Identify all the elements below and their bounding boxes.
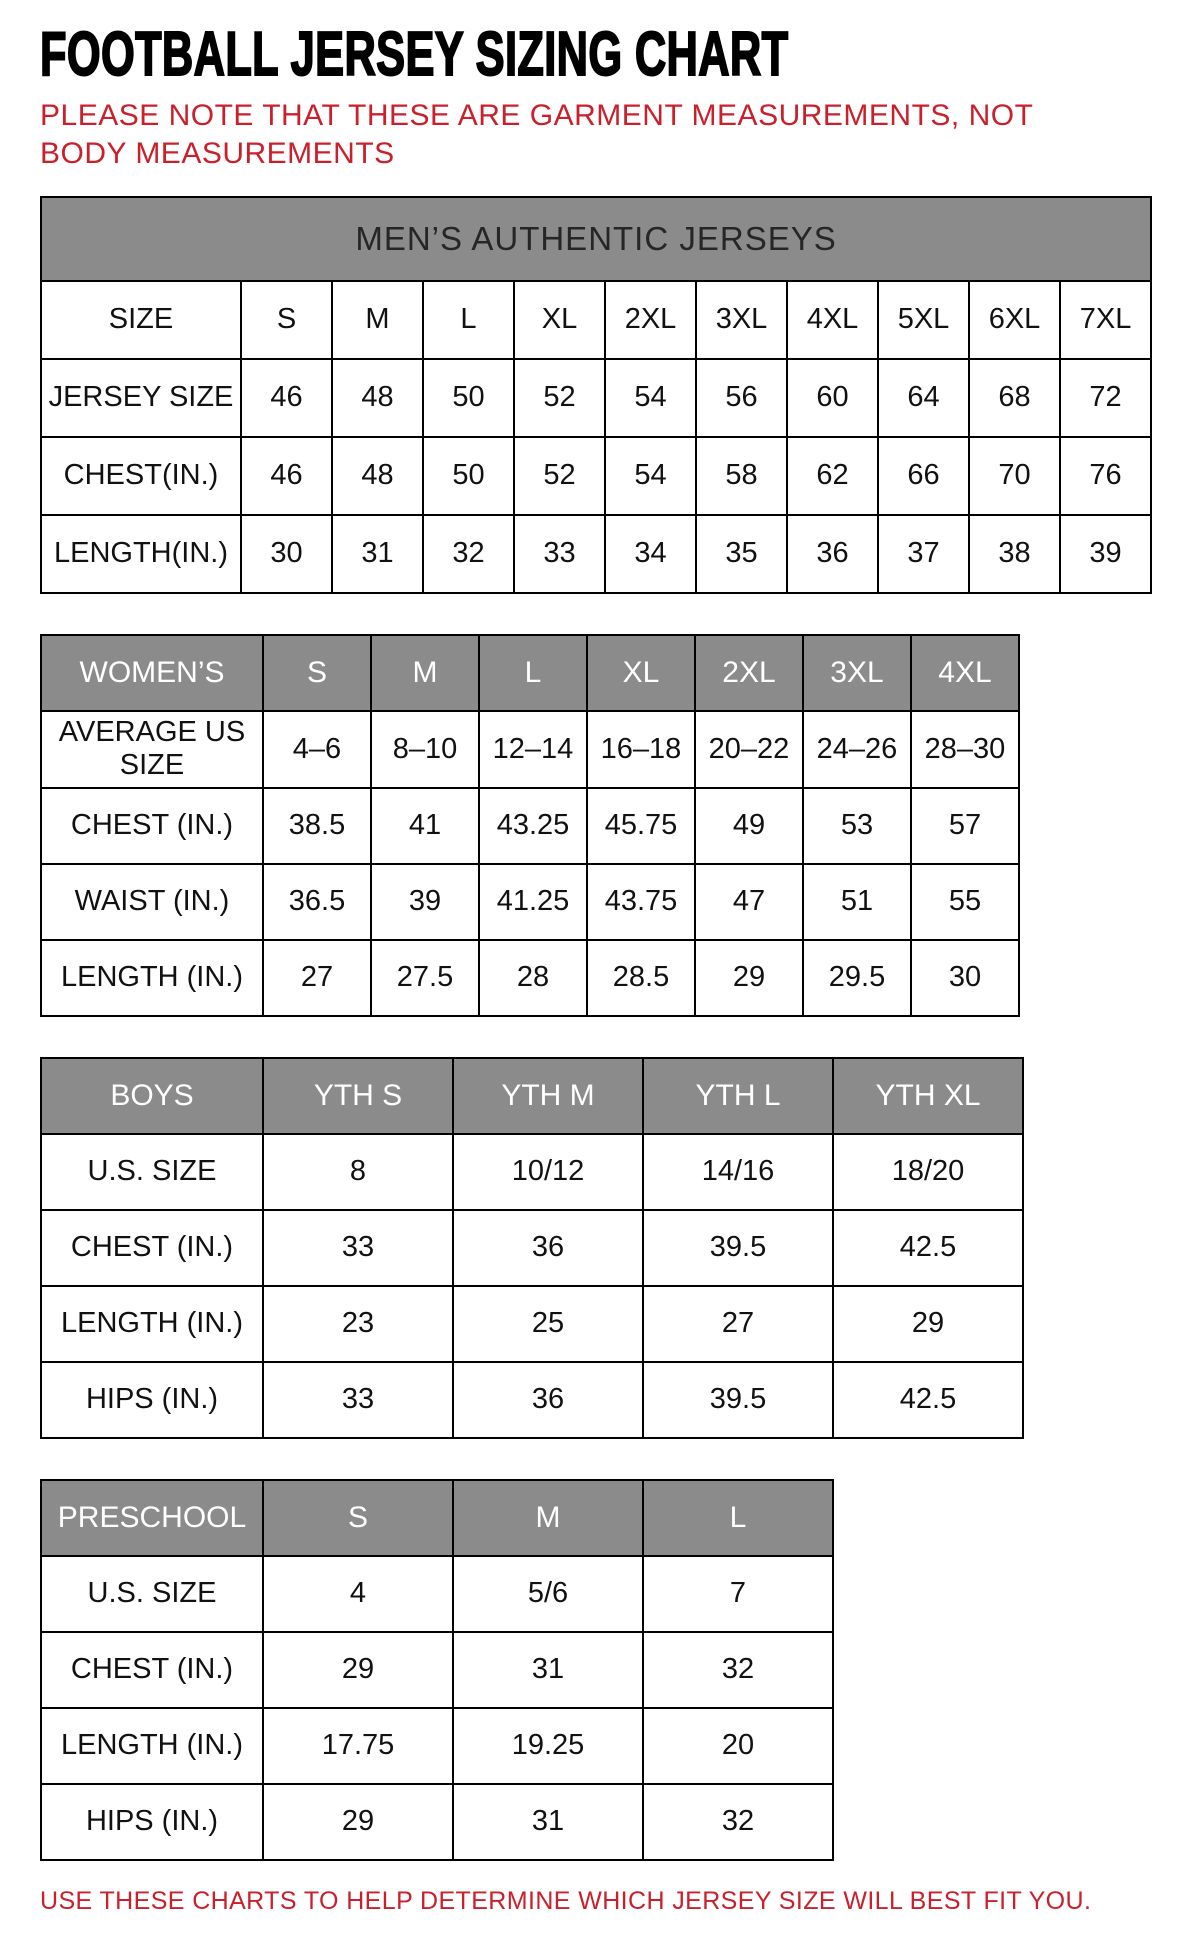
table-cell: 42.5	[833, 1210, 1023, 1286]
table-cell: 47	[695, 864, 803, 940]
table-row	[41, 1362, 1023, 1438]
table-cell: 48	[332, 359, 423, 437]
table-cell: 29	[263, 1632, 453, 1708]
row-header-cell: CHEST (IN.)	[41, 1632, 263, 1708]
table-header-row	[41, 1058, 1023, 1134]
table-row	[41, 1210, 1023, 1286]
table-cell: 46	[241, 359, 332, 437]
column-header-cell: L	[479, 635, 587, 711]
table-cell: 41.25	[479, 864, 587, 940]
table-cell: 53	[803, 788, 911, 864]
table-row	[41, 1632, 833, 1708]
table-cell: 39.5	[643, 1210, 833, 1286]
table-cell: 3XL	[696, 281, 787, 359]
row-header-cell: LENGTH (IN.)	[41, 1286, 263, 1362]
row-header-cell: WAIST (IN.)	[41, 864, 263, 940]
table-cell: 39.5	[643, 1362, 833, 1438]
table-cell: 51	[803, 864, 911, 940]
table-row	[41, 1784, 833, 1860]
table-cell: 60	[787, 359, 878, 437]
table-cell: 32	[643, 1632, 833, 1708]
table-cell: 4–6	[263, 711, 371, 788]
column-header-cell: M	[453, 1480, 643, 1556]
table-cell: L	[423, 281, 514, 359]
table-row	[41, 1708, 833, 1784]
table-cell: 57	[911, 788, 1019, 864]
column-header-cell: 3XL	[803, 635, 911, 711]
table-cell: 52	[514, 359, 605, 437]
table-cell: 54	[605, 359, 696, 437]
table-cell: 29.5	[803, 940, 911, 1016]
table-cell: 38.5	[263, 788, 371, 864]
row-header-cell: HIPS (IN.)	[41, 1362, 263, 1438]
table-cell: 36	[787, 515, 878, 593]
table-cell: 48	[332, 437, 423, 515]
table-corner-header: WOMEN’S	[41, 635, 263, 711]
page-title	[40, 22, 1160, 87]
table-cell: 30	[241, 515, 332, 593]
table-cell: XL	[514, 281, 605, 359]
table-cell: 31	[332, 515, 423, 593]
table-cell: 50	[423, 437, 514, 515]
preschool-sizing-table	[40, 1479, 834, 1861]
table-cell: 25	[453, 1286, 643, 1362]
table-row	[41, 281, 1151, 359]
measurement-note: PLEASE NOTE THAT THESE ARE GARMENT MEASUREMENTS, NOT BODY MEASUREMENTS	[40, 99, 1033, 170]
table-cell: 35	[696, 515, 787, 593]
table-cell: 4XL	[787, 281, 878, 359]
table-cell: 64	[878, 359, 969, 437]
table-cell: 43.25	[479, 788, 587, 864]
table-cell: 10/12	[453, 1134, 643, 1210]
table-cell: 72	[1060, 359, 1151, 437]
table-row	[41, 788, 1019, 864]
table-cell: 7	[643, 1556, 833, 1632]
page-title-text: FOOTBALL JERSEY SIZING CHART	[40, 20, 789, 89]
column-header-cell: XL	[587, 635, 695, 711]
table-cell: 55	[911, 864, 1019, 940]
table-cell: 27.5	[371, 940, 479, 1016]
column-header-cell: YTH M	[453, 1058, 643, 1134]
table-header-row	[41, 635, 1019, 711]
row-header-cell: U.S. SIZE	[41, 1556, 263, 1632]
row-header-cell: LENGTH (IN.)	[41, 1708, 263, 1784]
table-cell: 2XL	[605, 281, 696, 359]
table-row	[41, 1556, 833, 1632]
column-header-cell: YTH S	[263, 1058, 453, 1134]
table-cell: 33	[514, 515, 605, 593]
table-cell: 46	[241, 437, 332, 515]
table-cell: 20	[643, 1708, 833, 1784]
table-row	[41, 437, 1151, 515]
row-header-cell: LENGTH (IN.)	[41, 940, 263, 1016]
row-header-cell: CHEST (IN.)	[41, 788, 263, 864]
table-cell: 17.75	[263, 1708, 453, 1784]
table-row	[41, 515, 1151, 593]
row-header-cell: CHEST (IN.)	[41, 1210, 263, 1286]
table-cell: 32	[423, 515, 514, 593]
table-cell: 28–30	[911, 711, 1019, 788]
column-header-cell: 2XL	[695, 635, 803, 711]
column-header-cell: L	[643, 1480, 833, 1556]
table-cell: 31	[453, 1632, 643, 1708]
table-cell: 41	[371, 788, 479, 864]
column-header-cell: S	[263, 1480, 453, 1556]
table-cell: M	[332, 281, 423, 359]
table-cell: 38	[969, 515, 1060, 593]
table-cell: 43.75	[587, 864, 695, 940]
table-cell: 54	[605, 437, 696, 515]
table-cell: S	[241, 281, 332, 359]
table-cell: 62	[787, 437, 878, 515]
table-cell: 50	[423, 359, 514, 437]
table-cell: 18/20	[833, 1134, 1023, 1210]
table-cell: 36	[453, 1210, 643, 1286]
row-header-cell: HIPS (IN.)	[41, 1784, 263, 1860]
table-cell: 23	[263, 1286, 453, 1362]
table-cell: 29	[833, 1286, 1023, 1362]
row-header-cell: AVERAGE US SIZE	[41, 711, 263, 788]
footer-note: USE THESE CHARTS TO HELP DETERMINE WHICH JERSEY SIZE WILL BEST FIT YOU.	[40, 1886, 1092, 1915]
table-cell: 34	[605, 515, 696, 593]
table-row	[41, 940, 1019, 1016]
table-cell: 20–22	[695, 711, 803, 788]
table-cell: 66	[878, 437, 969, 515]
table-header-row	[41, 1480, 833, 1556]
table-cell: 45.75	[587, 788, 695, 864]
row-header-cell: LENGTH(IN.)	[41, 515, 241, 593]
table-cell: 37	[878, 515, 969, 593]
row-header-cell: SIZE	[41, 281, 241, 359]
table-cell: 28	[479, 940, 587, 1016]
table-row	[41, 1286, 1023, 1362]
row-header-cell: JERSEY SIZE	[41, 359, 241, 437]
table-cell: 7XL	[1060, 281, 1151, 359]
table-cell: 14/16	[643, 1134, 833, 1210]
table-cell: 33	[263, 1362, 453, 1438]
table-cell: 33	[263, 1210, 453, 1286]
table-cell: 12–14	[479, 711, 587, 788]
table-cell: 29	[263, 1784, 453, 1860]
table-cell: 27	[643, 1286, 833, 1362]
table-title: MEN’S AUTHENTIC JERSEYS	[41, 197, 1151, 281]
column-header-cell: M	[371, 635, 479, 711]
table-cell: 5XL	[878, 281, 969, 359]
table-cell: 4	[263, 1556, 453, 1632]
column-header-cell: S	[263, 635, 371, 711]
table-cell: 24–26	[803, 711, 911, 788]
table-cell: 28.5	[587, 940, 695, 1016]
column-header-cell: YTH L	[643, 1058, 833, 1134]
table-cell: 19.25	[453, 1708, 643, 1784]
column-header-cell: 4XL	[911, 635, 1019, 711]
table-row	[41, 359, 1151, 437]
table-corner-header: PRESCHOOL	[41, 1480, 263, 1556]
table-cell: 39	[371, 864, 479, 940]
table-cell: 68	[969, 359, 1060, 437]
mens-authentic-jerseys-table	[40, 196, 1152, 594]
table-cell: 49	[695, 788, 803, 864]
table-cell: 39	[1060, 515, 1151, 593]
table-corner-header: BOYS	[41, 1058, 263, 1134]
table-cell: 52	[514, 437, 605, 515]
table-cell: 36.5	[263, 864, 371, 940]
table-cell: 27	[263, 940, 371, 1016]
table-cell: 32	[643, 1784, 833, 1860]
table-cell: 29	[695, 940, 803, 1016]
womens-sizing-table	[40, 634, 1020, 1017]
boys-sizing-table	[40, 1057, 1024, 1439]
table-row	[41, 711, 1019, 788]
row-header-cell: U.S. SIZE	[41, 1134, 263, 1210]
table-row	[41, 864, 1019, 940]
table-cell: 42.5	[833, 1362, 1023, 1438]
table-cell: 5/6	[453, 1556, 643, 1632]
table-title-row	[41, 197, 1151, 281]
table-cell: 6XL	[969, 281, 1060, 359]
table-cell: 16–18	[587, 711, 695, 788]
row-header-cell: CHEST(IN.)	[41, 437, 241, 515]
column-header-cell: YTH XL	[833, 1058, 1023, 1134]
table-row	[41, 1134, 1023, 1210]
table-cell: 8	[263, 1134, 453, 1210]
table-cell: 58	[696, 437, 787, 515]
table-cell: 70	[969, 437, 1060, 515]
table-cell: 36	[453, 1362, 643, 1438]
table-cell: 8–10	[371, 711, 479, 788]
table-cell: 31	[453, 1784, 643, 1860]
table-cell: 30	[911, 940, 1019, 1016]
table-cell: 76	[1060, 437, 1151, 515]
table-cell: 56	[696, 359, 787, 437]
